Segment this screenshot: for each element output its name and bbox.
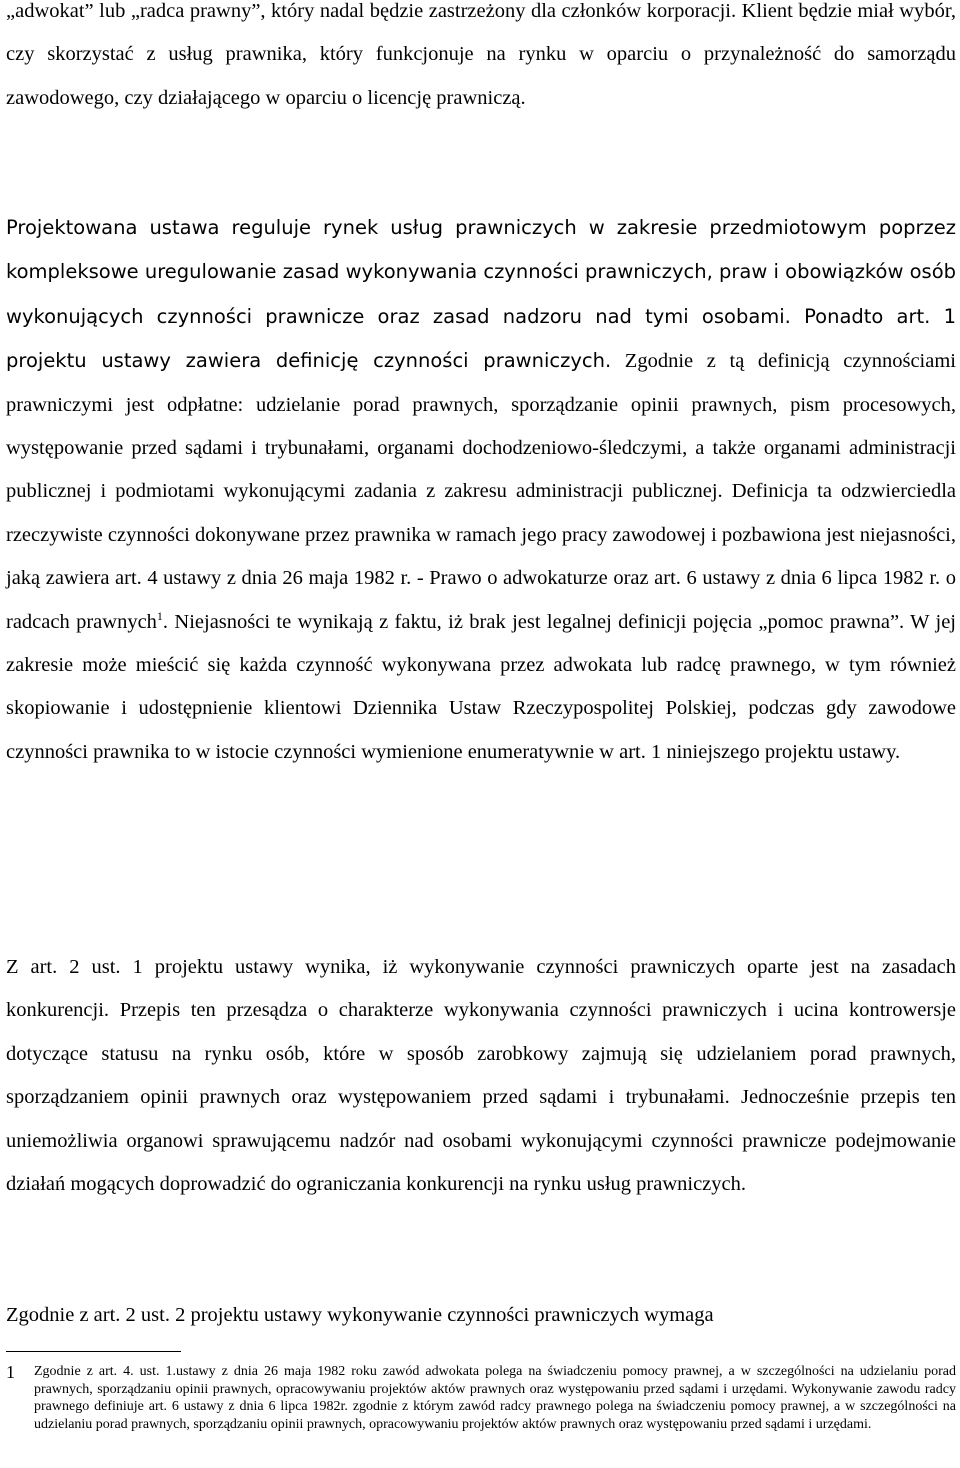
footnote-reference: 1 xyxy=(156,608,163,623)
footnote-text: Zgodnie z art. 4. ust. 1.ustawy z dnia 26 maja 1982 roku zawód adwokata polega na świadczeniu pomocy prawnej, a w szczególności na udzielaniu porad prawnych, sporządzaniu opinii prawnych, opracowywaniu projektów aktów prawnych oraz występowaniu przed sądami i urzędami. Wykonywanie zawodu radcy prawnego definiuje art. 6 ustawy z dnia 6 lipca 1982r. zgodnie z którym zawód radcy prawnego polega na świadczeniu pomocy prawnej, a w szczególności na udzielaniu porad prawnych, sporządzaniu opinii prawnych, opracowywaniu projektów aktów prawnych oraz występowaniu przed sądami i urzędami. xyxy=(34,1364,956,1432)
paragraph-2-serif-continuation: . Niejasności te wynikają z faktu, iż brak jest legalnej definicji pojęcia „pomoc prawna”. W jej zakresie może mieścić się każda czynność wykonywana przez adwokata lub radcę prawnego, w tym również skopiowanie i udostępnienie klientowi Dziennika Ustaw Rzeczypospolitej Polskiej, podczas gdy zawodowe czynności prawnika to w istocie czynności wymienione enumeratywnie w art. 1 niniejszego projektu ustawy. xyxy=(6,610,956,763)
paragraph-1: „adwokat” lub „radca prawny”, który nadal będzie zastrzeżony dla członków korporacji. Klient będzie miał wybór, czy skorzystać z usług prawnika, który funkcjonuje na rynku w oparciu o przynależność do samorządu zawodowego, czy działającego w oparciu o licencję prawniczą. xyxy=(6,0,956,109)
paragraph-2-sans-part: Projektowana ustawa reguluje rynek usług prawniczych w zakresie przedmiotowym poprzez kompleksowe uregulowanie zasad wykonywania czynności prawniczych, praw i obowiązków osób wykonujących czynności prawnicze oraz zasad nadzoru nad tymi osobami. Ponadto art. 1 projektu ustawy zawiera definicję czynności prawniczych. xyxy=(6,216,957,373)
paragraph-4: Zgodnie z art. 2 ust. 2 projektu ustawy wykonywanie czynności prawniczych wymaga xyxy=(6,1304,714,1326)
footnote-separator xyxy=(6,1351,181,1352)
paragraph-2 xyxy=(6,206,956,774)
footnote-number: 1 xyxy=(6,1362,15,1382)
paragraph-3: Z art. 2 ust. 1 projektu ustawy wynika, iż wykonywanie czynności prawniczych oparte jest na zasadach konkurencji. Przepis ten przesądza o charakterze wykonywania czynności prawniczych i ucina kontrowersje dotyczące statusu na rynku osób, które w sposób zarobkowy zajmują się udzielaniem porad prawnych, sporządzaniem opinii prawnych oraz występowaniem przed sądami i trybunałami. Jednocześnie przepis ten uniemożliwia organowi sprawującemu nadzór nad osobami wykonującymi czynności prawnicze podejmowanie działań mogących doprowadzić do ograniczania konkurencji na rynku usług prawniczych. xyxy=(6,956,956,1196)
paragraph-2-serif-part: Zgodnie z tą definicją czynnościami prawniczymi jest odpłatne: udzielanie porad prawnych, sporządzanie opinii prawnych, pism procesowych, występowanie przed sądami i trybunałami, organami dochodzeniowo-śledczymi, a także organami administracji publicznej i podmiotami wykonującymi zadania z zakresu administracji publicznej. Definicja ta odzwierciedla rzeczywiste czynności dokonywane przez prawnika w ramach jego pracy zawodowej i pozbawiona jest niejasności, jaką zawiera art. 4 ustawy z dnia 26 maja 1982 r. - Prawo o adwokaturze oraz art. 6 ustawy z dnia 6 lipca 1982 r. o radcach prawnych xyxy=(6,350,956,633)
footnote xyxy=(6,1363,956,1433)
